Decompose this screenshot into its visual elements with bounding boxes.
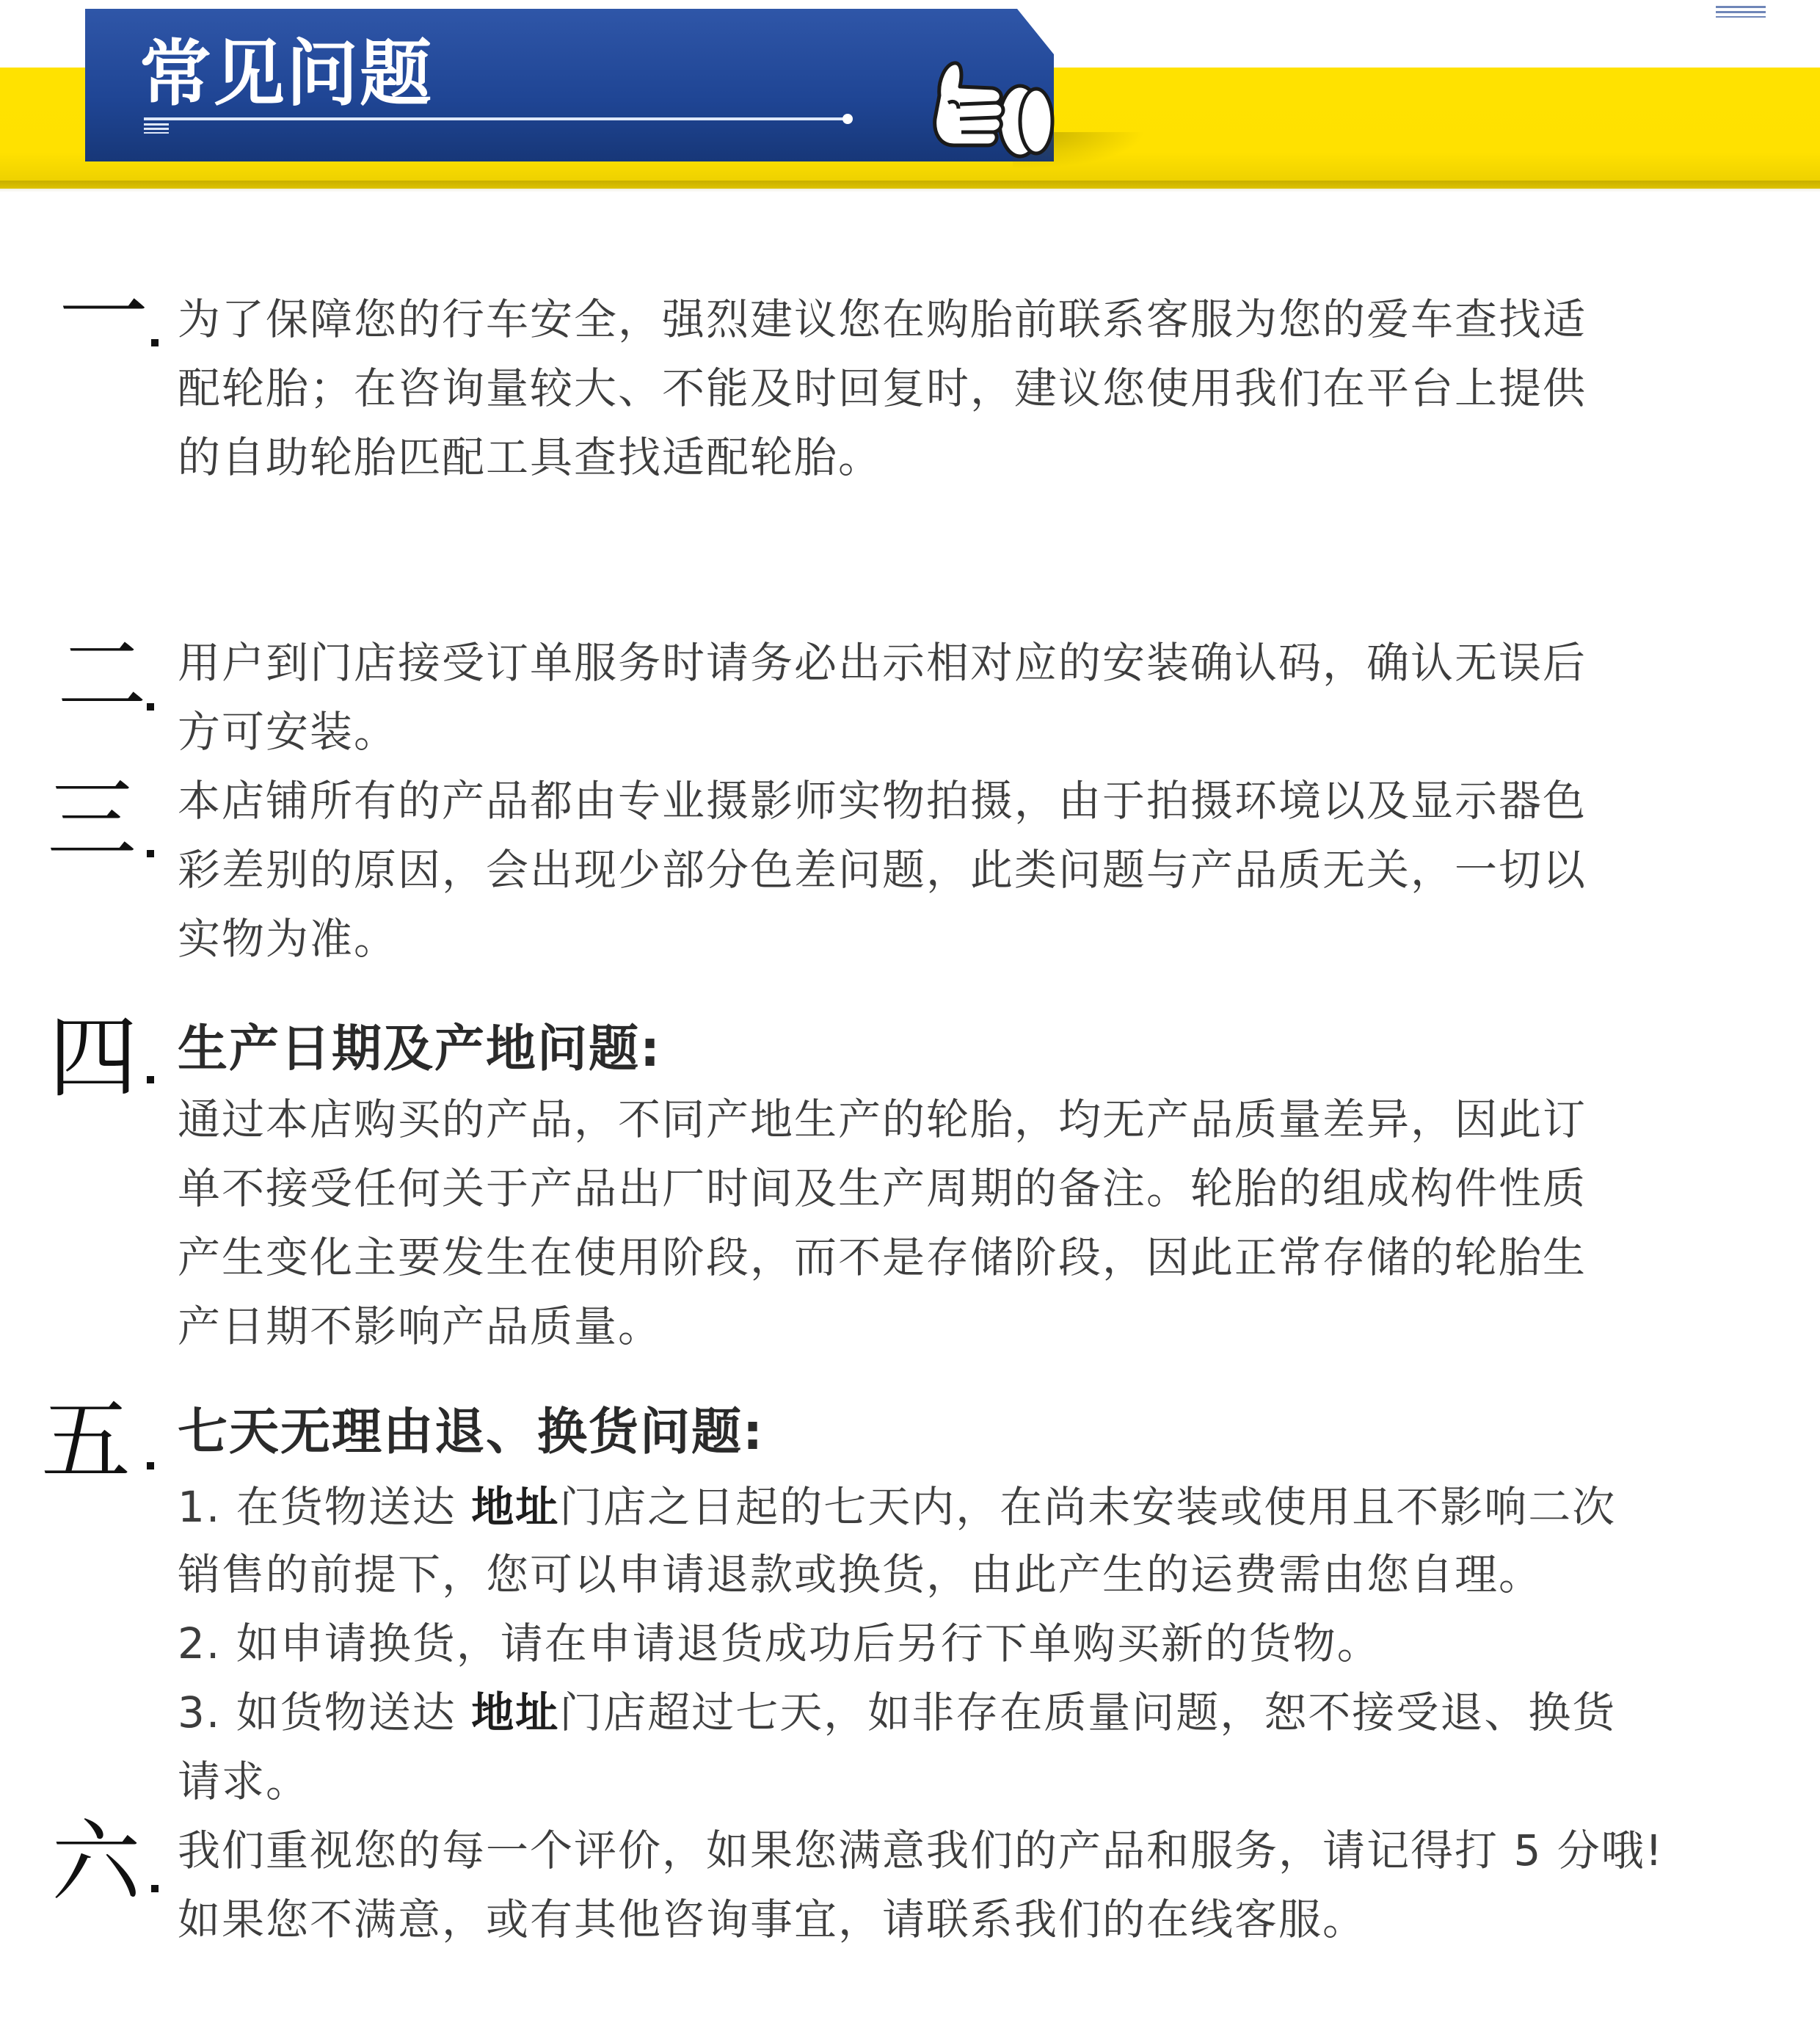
section-4-heading: 生产日期及产地问题: bbox=[178, 1020, 662, 1078]
section-5-item-3-prefix: 3. 如货物送达 bbox=[178, 1687, 472, 1737]
banner-shadow bbox=[0, 181, 1820, 192]
section-1-line-2: 配轮胎；在咨询量较大、不能及时回复时，建议您使用我们在平台上提供 bbox=[178, 363, 1587, 413]
section-2-line-1: 用户到门店接受订单服务时请务必出示相对应的安装确认码，确认无误后 bbox=[178, 638, 1587, 688]
section-3-line-1: 本店铺所有的产品都由专业摄影师实物拍摄，由于拍摄环境以及显示器色 bbox=[178, 776, 1587, 826]
section-5-item-1-line-1 bbox=[178, 1481, 1616, 1533]
numeral-3-dot bbox=[147, 850, 154, 857]
numeral-5-dot bbox=[147, 1462, 154, 1469]
section-4-line-3: 产生变化主要发生在使用阶段，而不是存储阶段，因此正常存储的轮胎生 bbox=[178, 1232, 1587, 1282]
section-6-line-2: 如果您不满意，或有其他咨询事宜，请联系我们的在线客服。 bbox=[178, 1894, 1367, 1944]
section-5-item-1-suffix: 门店之日起的七天内，在尚未安装或使用且不影响二次 bbox=[559, 1482, 1617, 1532]
section-5-item-1-line-2: 销售的前提下，您可以申请退款或换货，由此产生的运费需由您自理。 bbox=[178, 1549, 1543, 1599]
numeral-6: 六 bbox=[51, 1810, 141, 1914]
numeral-4: 四 bbox=[48, 1006, 138, 1110]
numeral-2-dot bbox=[147, 703, 154, 711]
numeral-1: 一 bbox=[59, 261, 148, 366]
numeral-6-dot bbox=[151, 1885, 159, 1892]
section-1-line-3: 的自助轮胎匹配工具查找适配轮胎。 bbox=[178, 432, 883, 482]
section-5-item-2: 2. 如申请换货，请在申请退货成功后另行下单购买新的货物。 bbox=[178, 1618, 1381, 1668]
section-5-item-3-line-1 bbox=[178, 1687, 1616, 1738]
section-4-line-2: 单不接受任何关于产品出厂时间及生产周期的备注。轮胎的组成构件性质 bbox=[178, 1163, 1587, 1213]
section-2-line-2: 方可安装。 bbox=[178, 707, 398, 757]
section-6-line-1: 我们重视您的每一个评价，如果您满意我们的产品和服务，请记得打 5 分哦! bbox=[178, 1825, 1664, 1875]
section-3-line-3: 实物为准。 bbox=[178, 914, 398, 964]
address-emphasis-2: 地址 bbox=[471, 1687, 560, 1737]
section-4-line-4: 产日期不影响产品质量。 bbox=[178, 1301, 663, 1351]
section-5-item-3-suffix: 门店超过七天，如非存在质量问题，恕不接受退、换货 bbox=[559, 1687, 1617, 1737]
corner-decoration bbox=[1716, 6, 1766, 18]
address-emphasis-1: 地址 bbox=[471, 1482, 560, 1532]
thumbs-up-icon bbox=[910, 51, 1057, 161]
section-5-item-3-line-2: 请求。 bbox=[178, 1756, 310, 1806]
section-3-line-2: 彩差别的原因，会出现少部分色差问题，此类问题与产品质无关，一切以 bbox=[178, 845, 1587, 895]
numeral-5: 五 bbox=[41, 1389, 131, 1493]
title-underline-dot bbox=[842, 114, 853, 124]
section-5-item-1-prefix: 1. 在货物送达 bbox=[178, 1482, 472, 1532]
title-underline bbox=[144, 117, 848, 120]
numeral-2: 二 bbox=[57, 624, 147, 728]
section-5-heading: 七天无理由退、换货问题: bbox=[178, 1403, 765, 1461]
title-decoration-lines bbox=[144, 123, 169, 134]
section-4-line-1: 通过本店购买的产品，不同产地生产的轮胎，均无产品质量差异，因此订 bbox=[178, 1094, 1587, 1144]
page-title: 常见问题 bbox=[139, 32, 434, 116]
numeral-1-dot bbox=[151, 339, 159, 346]
section-1-line-1: 为了保障您的行车安全，强烈建议您在购胎前联系客服为您的爱车查找适 bbox=[178, 294, 1587, 344]
numeral-3: 三 bbox=[47, 768, 136, 872]
numeral-4-dot bbox=[147, 1076, 154, 1083]
